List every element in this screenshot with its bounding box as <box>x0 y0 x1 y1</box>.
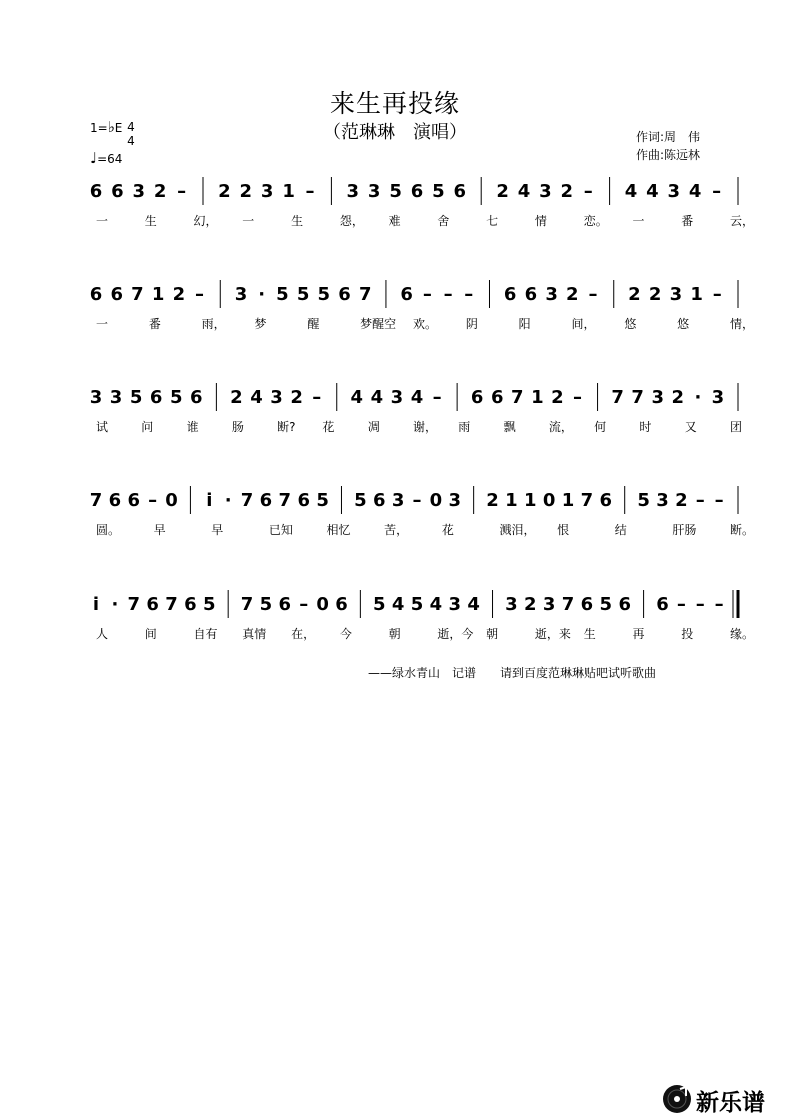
note: 5 <box>259 594 273 615</box>
lyric: 雨， <box>201 317 226 331</box>
note: 1 <box>561 490 575 511</box>
note: 4 <box>646 181 659 202</box>
note: 3 <box>542 594 556 615</box>
note: 3 <box>667 181 681 202</box>
note: 2 <box>290 387 303 408</box>
note: 5 <box>296 284 310 305</box>
note: – <box>312 387 322 408</box>
note: 2 <box>496 181 509 202</box>
note: 3 <box>391 490 405 511</box>
note: 3 <box>260 181 274 202</box>
note: i <box>92 594 100 615</box>
lyric: 间 <box>144 627 157 641</box>
note: 3 <box>89 387 103 408</box>
lyric: 人 <box>96 627 109 641</box>
note: 6 <box>108 490 122 511</box>
note: 4 <box>370 387 384 408</box>
note: – <box>695 594 705 615</box>
lyric: 一 <box>96 214 109 228</box>
note: 3 <box>711 387 725 408</box>
note: 5 <box>637 490 650 511</box>
key-prefix: 1= <box>90 121 108 135</box>
logo-text: 新乐谱 <box>696 1090 765 1116</box>
note: 7 <box>131 284 144 305</box>
lyric: 再 <box>632 627 645 641</box>
note: 6 <box>599 490 613 511</box>
note: 1 <box>690 284 703 305</box>
note: 7 <box>127 594 141 615</box>
note: 5 <box>599 594 613 615</box>
note: 0 <box>429 490 443 511</box>
note: 5 <box>276 284 289 305</box>
note: 5 <box>169 387 183 408</box>
lyric: 真情 <box>242 627 267 641</box>
note: 3 <box>545 284 558 305</box>
lyric: 试 <box>96 420 109 434</box>
note: 5 <box>410 594 424 615</box>
lyric: 凋 <box>367 420 380 434</box>
lyric: 悠 <box>677 317 690 331</box>
note: 5 <box>354 490 367 511</box>
note: 5 <box>317 284 331 305</box>
note: 5 <box>432 181 445 202</box>
note: 2 <box>218 181 231 202</box>
note: 6 <box>618 594 631 615</box>
note: 6 <box>338 284 351 305</box>
note: 3 <box>539 181 552 202</box>
lyric: 飘 <box>503 420 516 434</box>
note: – <box>676 594 686 615</box>
lyric: 自有 <box>193 627 218 641</box>
lyric: 花 <box>322 420 335 434</box>
note: – <box>177 181 187 202</box>
song-title: 来生再投缘 <box>329 89 460 118</box>
note: 2 <box>566 284 579 305</box>
note: 7 <box>561 594 575 615</box>
note: 4 <box>410 387 424 408</box>
note: · <box>224 490 232 511</box>
lyric: 恨 <box>557 523 570 537</box>
lyric: 情， <box>730 317 755 331</box>
note: 7 <box>240 594 254 615</box>
note: 3 <box>669 284 683 305</box>
note: 3 <box>346 181 360 202</box>
note: 3 <box>367 181 381 202</box>
note: 6 <box>110 284 123 305</box>
lyricist-credit: 作词:周 伟 <box>636 130 701 144</box>
note: 6 <box>89 284 103 305</box>
note: 2 <box>524 594 537 615</box>
lyric: 生 <box>583 627 596 641</box>
note: 3 <box>656 490 669 511</box>
note: 4 <box>688 181 702 202</box>
note: 1 <box>282 181 295 202</box>
note: 4 <box>250 387 263 408</box>
note: 6 <box>259 490 273 511</box>
note: 7 <box>89 490 103 511</box>
note: 6 <box>470 387 484 408</box>
note: 5 <box>389 181 402 202</box>
note: 2 <box>172 284 186 305</box>
music-disc-icon <box>662 1084 692 1114</box>
note: 3 <box>270 387 283 408</box>
lyric: 难 <box>388 214 401 228</box>
note: 6 <box>524 284 538 305</box>
note: 4 <box>624 181 638 202</box>
lyric: 肝肠 <box>672 523 697 537</box>
transcriber-note: ——绿水青山 记谱 请到百度范琳琳贴吧试听歌曲 <box>368 666 657 680</box>
lyric: 一 <box>632 214 645 228</box>
lyric: 花 <box>441 523 454 537</box>
lyric: 流， <box>548 420 573 434</box>
note: 2 <box>486 490 499 511</box>
lyric: 何 <box>594 420 607 434</box>
note: – <box>443 284 453 305</box>
lyric: 朝 <box>388 627 401 641</box>
note: 2 <box>628 284 641 305</box>
note: 6 <box>410 181 424 202</box>
lyric: 醒 <box>307 317 320 331</box>
note: 6 <box>190 387 203 408</box>
note: 7 <box>631 387 644 408</box>
lyric: 投 <box>681 627 694 641</box>
note: 6 <box>372 490 386 511</box>
lyric: 一 <box>242 214 255 228</box>
note: 7 <box>511 387 524 408</box>
note: 6 <box>400 284 413 305</box>
note: 1 <box>524 490 537 511</box>
note: – <box>464 284 474 305</box>
note: 3 <box>390 387 404 408</box>
lyric: 梦醒空 <box>360 317 397 331</box>
lyric: 时 <box>639 420 652 434</box>
lyric: 怨， <box>339 214 364 228</box>
lyric: 舍 <box>437 214 450 228</box>
note: 4 <box>391 594 405 615</box>
note: 6 <box>580 594 594 615</box>
note: · <box>694 387 702 408</box>
lyric: 已知 <box>268 523 293 537</box>
lyric: 生 <box>291 214 304 228</box>
note: 4 <box>429 594 443 615</box>
lyric: 早 <box>153 523 166 537</box>
lyric: 番 <box>681 214 694 228</box>
lyric: 番 <box>148 317 161 331</box>
note: 7 <box>240 490 254 511</box>
note: – <box>412 490 422 511</box>
note: 5 <box>372 594 386 615</box>
note: · <box>258 284 266 305</box>
note: 7 <box>278 490 292 511</box>
lyric: 七 <box>486 214 499 228</box>
lyric: 苦， <box>384 523 409 537</box>
lyric: 云， <box>730 214 755 228</box>
note: 6 <box>146 594 159 615</box>
lyric: 生 <box>144 214 157 228</box>
lyric: 团 <box>730 420 743 434</box>
note: 6 <box>111 181 124 202</box>
key-letter: E <box>114 121 123 135</box>
note: 3 <box>448 594 462 615</box>
note: 6 <box>490 387 504 408</box>
note: 5 <box>316 490 329 511</box>
note: – <box>195 284 205 305</box>
time-signature-bottom: 4 <box>127 134 135 148</box>
lyric: 谢， <box>413 420 438 434</box>
lyric: 间， <box>571 317 596 331</box>
note: 6 <box>127 490 141 511</box>
note: 2 <box>671 387 685 408</box>
note: 2 <box>153 181 167 202</box>
lyric: 一 <box>96 317 109 331</box>
note: – <box>305 181 315 202</box>
note: 6 <box>335 594 348 615</box>
lyric: 逝，来 <box>534 627 571 641</box>
site-logo <box>662 1083 786 1115</box>
flat-icon: ♭ <box>107 118 115 136</box>
note: – <box>573 387 582 408</box>
note: – <box>714 594 724 615</box>
lyric: 问 <box>141 420 154 434</box>
note: 4 <box>350 387 364 408</box>
lyric: 圆。 <box>96 523 121 537</box>
lyric: 悠 <box>624 317 637 331</box>
lyric: 断? <box>277 420 296 434</box>
note: 6 <box>149 387 163 408</box>
note: 2 <box>551 387 564 408</box>
lyric: 阴 <box>465 317 478 331</box>
note: – <box>422 284 432 305</box>
note: – <box>148 490 158 511</box>
note: – <box>695 490 705 511</box>
lyric: 结 <box>614 523 627 537</box>
note: 6 <box>453 181 467 202</box>
note: – <box>712 181 722 202</box>
note: – <box>583 181 593 202</box>
composer-credit: 作曲:陈远林 <box>636 148 701 162</box>
note: 7 <box>358 284 372 305</box>
note: 1 <box>505 490 518 511</box>
note: 3 <box>109 387 123 408</box>
lyric: 梦 <box>254 317 267 331</box>
note: 1 <box>151 284 165 305</box>
lyric: 又 <box>684 420 697 434</box>
note: 6 <box>184 594 197 615</box>
note: 6 <box>656 594 669 615</box>
note: – <box>432 387 442 408</box>
note: 1 <box>531 387 544 408</box>
lyric: 在， <box>291 627 316 641</box>
lyric: 缘。 <box>730 627 755 641</box>
note: 0 <box>542 490 556 511</box>
note: 0 <box>165 490 178 511</box>
note: 6 <box>89 181 103 202</box>
lyric: 恋。 <box>583 214 608 228</box>
note: i <box>206 490 213 511</box>
lyric: 相忆 <box>326 523 351 537</box>
lyric: 断。 <box>730 523 755 537</box>
note: – <box>588 284 598 305</box>
tempo-value: =64 <box>97 152 123 166</box>
note: 3 <box>505 594 518 615</box>
singer-credit: （范琳琳 演唱） <box>323 122 467 143</box>
lyric: 幻， <box>193 214 218 228</box>
lyric: 谁 <box>186 420 199 434</box>
quarter-note-icon: ♩ <box>90 149 98 167</box>
lyric: 情 <box>534 214 547 228</box>
note: – <box>714 490 724 511</box>
note: – <box>299 594 309 615</box>
lyric: 欢。 <box>413 317 438 331</box>
note: 7 <box>165 594 178 615</box>
note: 3 <box>448 490 462 511</box>
note: 3 <box>651 387 665 408</box>
note: 0 <box>316 594 329 615</box>
note: 7 <box>580 490 594 511</box>
lyric: 逝，今 <box>437 627 474 641</box>
note: – <box>712 284 722 305</box>
time-signature-top: 4 <box>127 120 135 134</box>
lyric: 今 <box>339 627 352 641</box>
note: 3 <box>234 284 248 305</box>
note: 4 <box>517 181 531 202</box>
lyric: 早 <box>211 523 224 537</box>
note: 6 <box>297 490 310 511</box>
note: 5 <box>129 387 143 408</box>
lyric: 朝 <box>486 627 499 641</box>
note: 4 <box>467 594 480 615</box>
note: 2 <box>648 284 662 305</box>
note: 6 <box>278 594 292 615</box>
lyric: 肠 <box>231 420 244 434</box>
note: · <box>111 594 119 615</box>
note: 2 <box>675 490 688 511</box>
note: 7 <box>611 387 624 408</box>
note: 6 <box>503 284 517 305</box>
note: 2 <box>239 181 253 202</box>
note: 5 <box>203 594 216 615</box>
note: 3 <box>132 181 146 202</box>
note: 2 <box>230 387 243 408</box>
note: 2 <box>560 181 574 202</box>
lyric: 阳 <box>518 317 531 331</box>
lyric: 雨 <box>458 420 471 434</box>
lyric: 溅泪， <box>499 523 536 537</box>
